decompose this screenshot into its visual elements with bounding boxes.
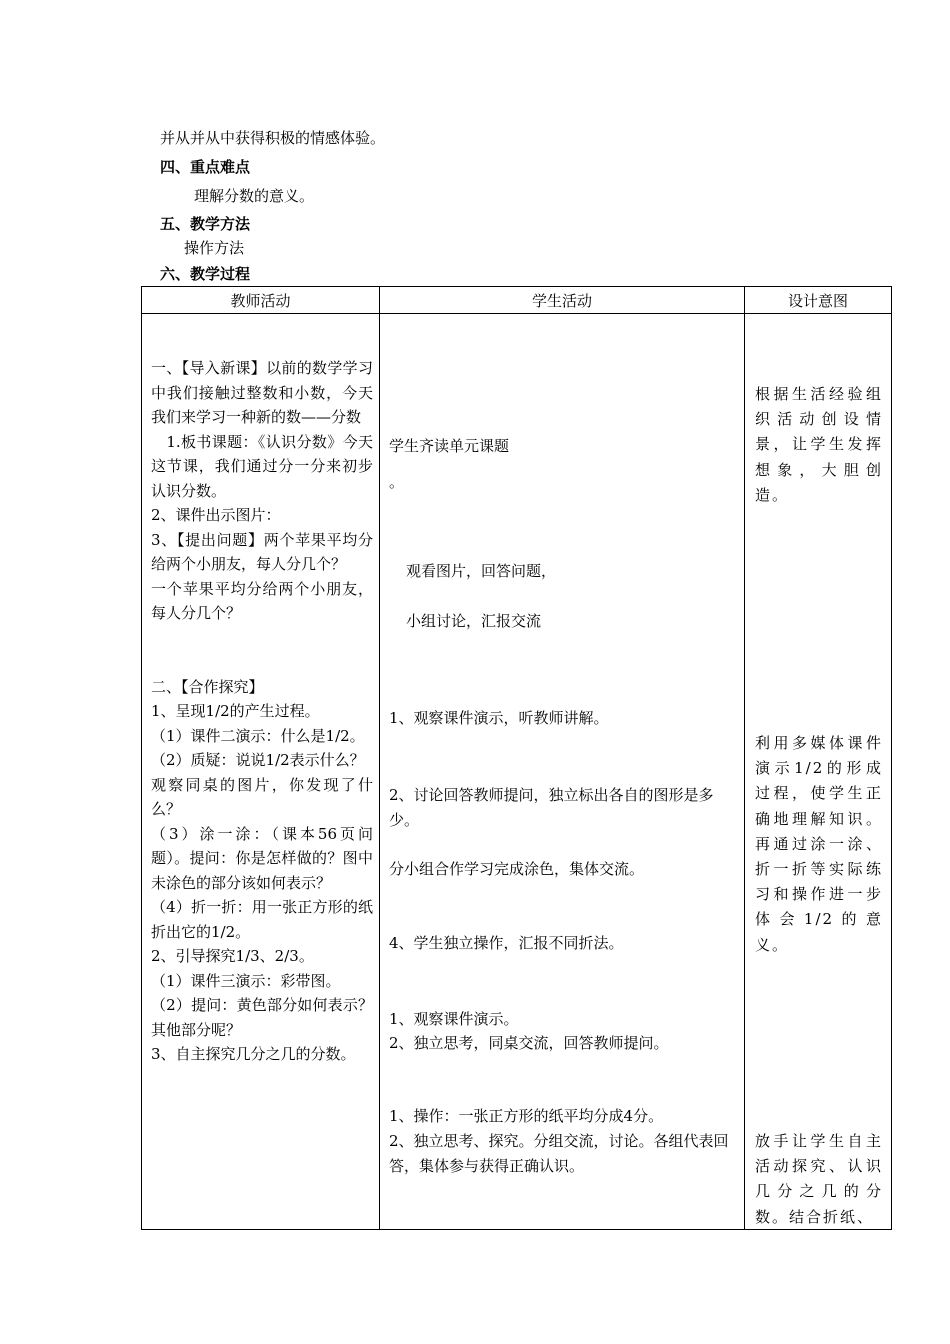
teacher-activity-cell [142,314,380,1230]
student-activity-cell [380,314,745,1230]
student-line: 1、观察课件演示，听教师讲解。 [389,709,609,727]
student-line: 1、观察课件演示。 [389,1010,519,1028]
teacher-activity-line: 1、呈现1/2的产生过程。 [151,702,320,720]
teacher-activity-line: 一、【导入新课】以前的数学学习中我们接触过整数和小数，今天我们来学习一种新的数——分数 [151,359,373,426]
header-teacher-activity: 教师活动 [142,287,380,314]
student-line: 1、操作：一张正方形的纸平均分成4分。 [389,1107,664,1125]
student-line: 小组讨论，汇报交流 [406,612,542,630]
student-line: 。 [389,473,405,491]
teacher-activity-line [151,626,373,651]
teacher-activity-line: （3）涂一涂：（课本56页问题）。提问：你是怎样做的？图中未涂色的部分该如何表示？ [151,824,373,892]
student-line: 观看图片，回答问题， [406,562,557,580]
table-body-row [142,314,892,1230]
teacher-activity-text [151,356,373,1067]
teacher-activity-line: 二、【合作探究】 [151,677,264,696]
teacher-activity-line: 1.板书课题：《认识分数》今天这节课，我们通过分一分来初步认识分数。 [151,432,373,500]
student-line: 学生齐读单元课题 [389,437,510,455]
intro-line: 并从并从中获得积极的情感体验。 [160,129,386,147]
student-line: 分小组合作学习完成涂色，集体交流。 [389,860,645,878]
header-design-intent: 设计意图 [745,287,892,314]
teacher-activity-line: 3、【提出问题】两个苹果平均分给两个小朋友，每人分几个？ [151,530,373,573]
teacher-activity-line: 一个苹果平均分给两个小朋友，每人分几个？ [151,579,373,622]
teacher-activity-line: 2、引导探究1/3、2/3。 [151,947,314,965]
section4-heading: 四、重点难点 [160,158,251,176]
section5-heading: 五、教学方法 [160,215,251,233]
teaching-process-table [141,286,892,1230]
student-line: 4、学生独立操作，汇报不同折法。 [389,934,624,952]
section5-body: 操作方法 [184,239,245,257]
teacher-activity-line: （2）提问：黄色部分如何表示？其他部分呢？ [151,996,373,1039]
teacher-activity-line: 2、课件出示图片： [151,506,281,524]
teacher-activity-line: （2）质疑：说说1/2表示什么？ [151,751,365,769]
teacher-activity-line [151,650,373,675]
teacher-activity-line: （1）课件三演示：彩带图。 [151,971,341,990]
section4-body: 理解分数的意义。 [194,187,315,205]
teacher-activity-line: （4）折一折：用一张正方形的纸折出它的1/2。 [151,898,373,941]
student-line: 2、独立思考、探究。分组交流，讨论。各组代表回答，集体参与获得正确认识。 [389,1132,729,1175]
design-intent-text: 根据生活经验组织活动创设情景，让学生发挥想象，大胆创造。 [755,385,883,504]
header-student-activity: 学生活动 [380,287,745,314]
design-intent-text: 利用多媒体课件演示1/2的形成过程，使学生正确地理解知识。再通过涂一涂、折一折等实际练习和操作进一步体会1/2的意义。 [755,734,883,954]
teacher-activity-line: （1）课件二演示：什么是1/2。 [151,726,365,745]
table-header-row [142,287,892,314]
student-line: 2、讨论回答教师提问，独立标出各自的图形是多少。 [389,786,714,829]
student-line: 2、独立思考，同桌交流，回答教师提问。 [389,1034,669,1052]
teacher-activity-line: 3、自主探究几分之几的分数。 [151,1045,356,1063]
teacher-activity-line: 观察同桌的图片，你发现了什么？ [151,775,373,818]
design-intent-text: 放手让学生自主活动探究、认识几分之几的分数。结合折纸、 [755,1132,883,1226]
section6-heading: 六、教学过程 [160,265,251,283]
design-intent-cell [745,314,892,1230]
